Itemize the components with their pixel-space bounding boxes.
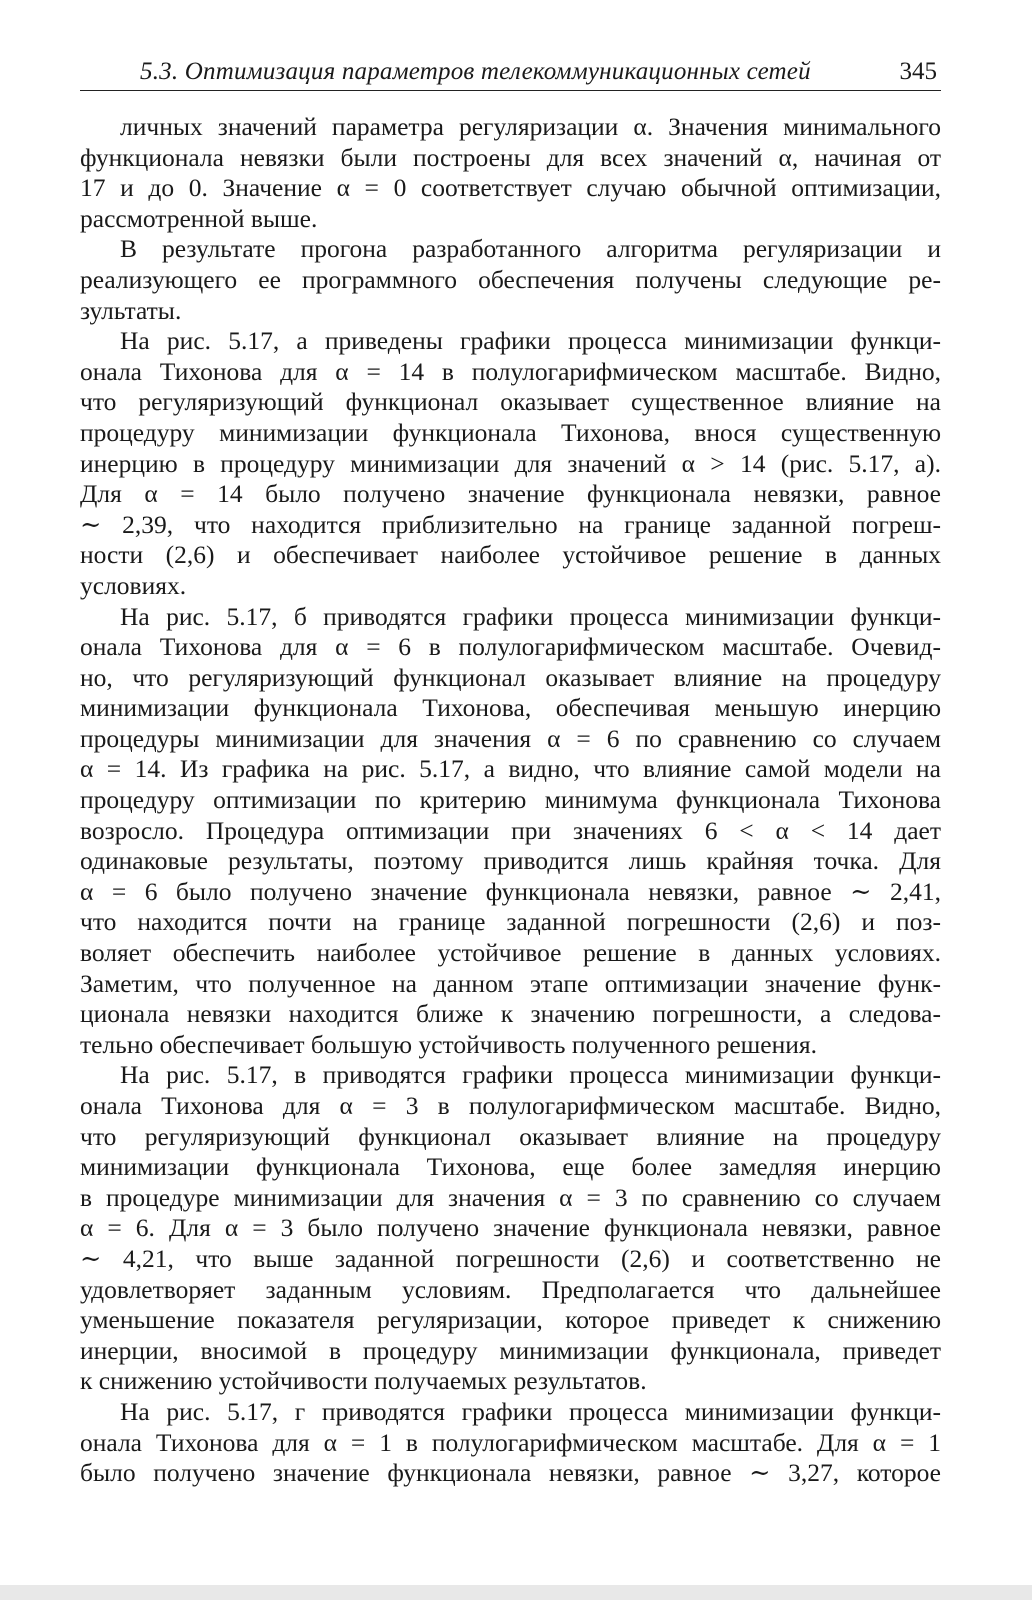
paragraph bbox=[80, 234, 941, 326]
text-line: рассмотренной выше. bbox=[80, 203, 318, 233]
paragraph bbox=[80, 112, 941, 234]
text-line: зультаты. bbox=[80, 295, 182, 325]
paragraph bbox=[80, 602, 941, 1061]
paragraph bbox=[80, 326, 941, 601]
text-line: ности (2,6) и обеспечивает наиболее устойчивое решение в данных bbox=[80, 540, 941, 570]
text-line: ∼ 4,21, что выше заданной погрешности (2,6) и соответственно не bbox=[80, 1243, 941, 1273]
text-line: Заметим, что полученное на данном этапе оптимизации значение функ- bbox=[80, 968, 941, 998]
text-line: процедуры минимизации для значения α = 6 по сравнению со случаем bbox=[80, 723, 941, 753]
text-line: личных значений параметра регуляризации α. Значения минимального bbox=[120, 112, 941, 141]
text-line: одинаковые результаты, поэтому приводится лишь крайняя точка. Для bbox=[80, 846, 941, 876]
text-line: α = 14. Из графика на рис. 5.17, а видно, что влияние самой модели на bbox=[80, 754, 941, 784]
text-line: онала Тихонова для α = 14 в полулогарифмическом масштабе. Видно, bbox=[80, 356, 941, 386]
text-line: α = 6 было получено значение функционала невязки, равное ∼ 2,41, bbox=[80, 876, 941, 906]
text-line: инерцию в процедуру минимизации для значений α > 14 (рис. 5.17, а). bbox=[80, 448, 941, 478]
text-line: На рис. 5.17, б приводятся графики процесса минимизации функци- bbox=[120, 601, 941, 631]
text-line: уменьшение показателя регуляризации, которое приведет к снижению bbox=[80, 1305, 941, 1335]
text-line: инерции, вносимой в процедуру минимизации функционала, приведет bbox=[80, 1335, 941, 1365]
running-title: 5.3. Оптимизация параметров телекоммуникационных сетей bbox=[140, 58, 811, 85]
text-line: процедуру минимизации функционала Тихонова, внося существенную bbox=[80, 417, 941, 447]
text-line: На рис. 5.17, в приводятся графики процесса минимизации функци- bbox=[120, 1060, 941, 1090]
text-line: В результате прогона разработанного алгоритма регуляризации и bbox=[120, 234, 941, 264]
text-line: онала Тихонова для α = 3 в полулогарифмическом масштабе. Видно, bbox=[80, 1091, 941, 1120]
running-head bbox=[80, 54, 941, 91]
text-line: что регуляризующий функционал оказывает существенное влияние на bbox=[80, 387, 941, 417]
text-line: ционала невязки находится ближе к значению погрешности, а следова- bbox=[80, 999, 941, 1029]
text-line: что находится почти на границе заданной погрешности (2,6) и поз- bbox=[80, 907, 941, 937]
text-line: в процедуре минимизации для значения α = 3 по сравнению со случаем bbox=[80, 1182, 941, 1212]
text-line: минимизации функционала Тихонова, обеспечивая меньшую инерцию bbox=[80, 693, 941, 723]
paragraph bbox=[80, 1060, 941, 1397]
text-line: ∼ 2,39, что находится приблизительно на границе заданной погреш- bbox=[80, 509, 941, 539]
text-line: к снижению устойчивости получаемых результатов. bbox=[80, 1366, 647, 1396]
text-line: что регуляризующий функционал оказывает влияние на процедуру bbox=[80, 1121, 941, 1151]
text-line: 17 и до 0. Значение α = 0 соответствует случаю обычной оптимизации, bbox=[80, 173, 941, 203]
text-line: онала Тихонова для α = 1 в полулогарифмическом масштабе. Для α = 1 bbox=[80, 1427, 941, 1457]
scan-edge bbox=[0, 1585, 1032, 1600]
text-line: процедуру оптимизации по критерию минимума функционала Тихонова bbox=[80, 785, 941, 815]
body-text bbox=[80, 112, 941, 1489]
text-line: На рис. 5.17, г приводятся графики процесса минимизации функци- bbox=[120, 1396, 941, 1426]
page-number: 345 bbox=[899, 58, 937, 85]
text-line: Для α = 14 было получено значение функционала невязки, равное bbox=[80, 479, 941, 509]
text-line: условиях. bbox=[80, 570, 187, 600]
text-line: было получено значение функционала невязки, равное ∼ 3,27, которое bbox=[80, 1458, 941, 1488]
text-line: α = 6. Для α = 3 было получено значение функционала невязки, равное bbox=[80, 1213, 941, 1243]
text-line: тельно обеспечивает большую устойчивость полученного решения. bbox=[80, 1029, 818, 1059]
text-line: На рис. 5.17, а приведены графики процесса минимизации функци- bbox=[120, 326, 941, 356]
text-line: минимизации функционала Тихонова, еще более замедляя инерцию bbox=[80, 1152, 941, 1182]
text-line: возросло. Процедура оптимизации при значениях 6 < α < 14 дает bbox=[80, 815, 941, 845]
text-line: реализующего ее программного обеспечения получены следующие ре- bbox=[80, 264, 941, 294]
paragraph bbox=[80, 1397, 941, 1489]
text-line: воляет обеспечить наиболее устойчивое решение в данных условиях. bbox=[80, 938, 941, 968]
text-line: но, что регуляризующий функционал оказывает влияние на процедуру bbox=[80, 662, 941, 692]
text-line: функционала невязки были построены для всех значений α, начиная от bbox=[80, 142, 941, 172]
text-line: удовлетворяет заданным условиям. Предполагается что дальнейшее bbox=[80, 1274, 941, 1304]
text-line: онала Тихонова для α = 6 в полулогарифмическом масштабе. Очевид- bbox=[80, 632, 941, 662]
